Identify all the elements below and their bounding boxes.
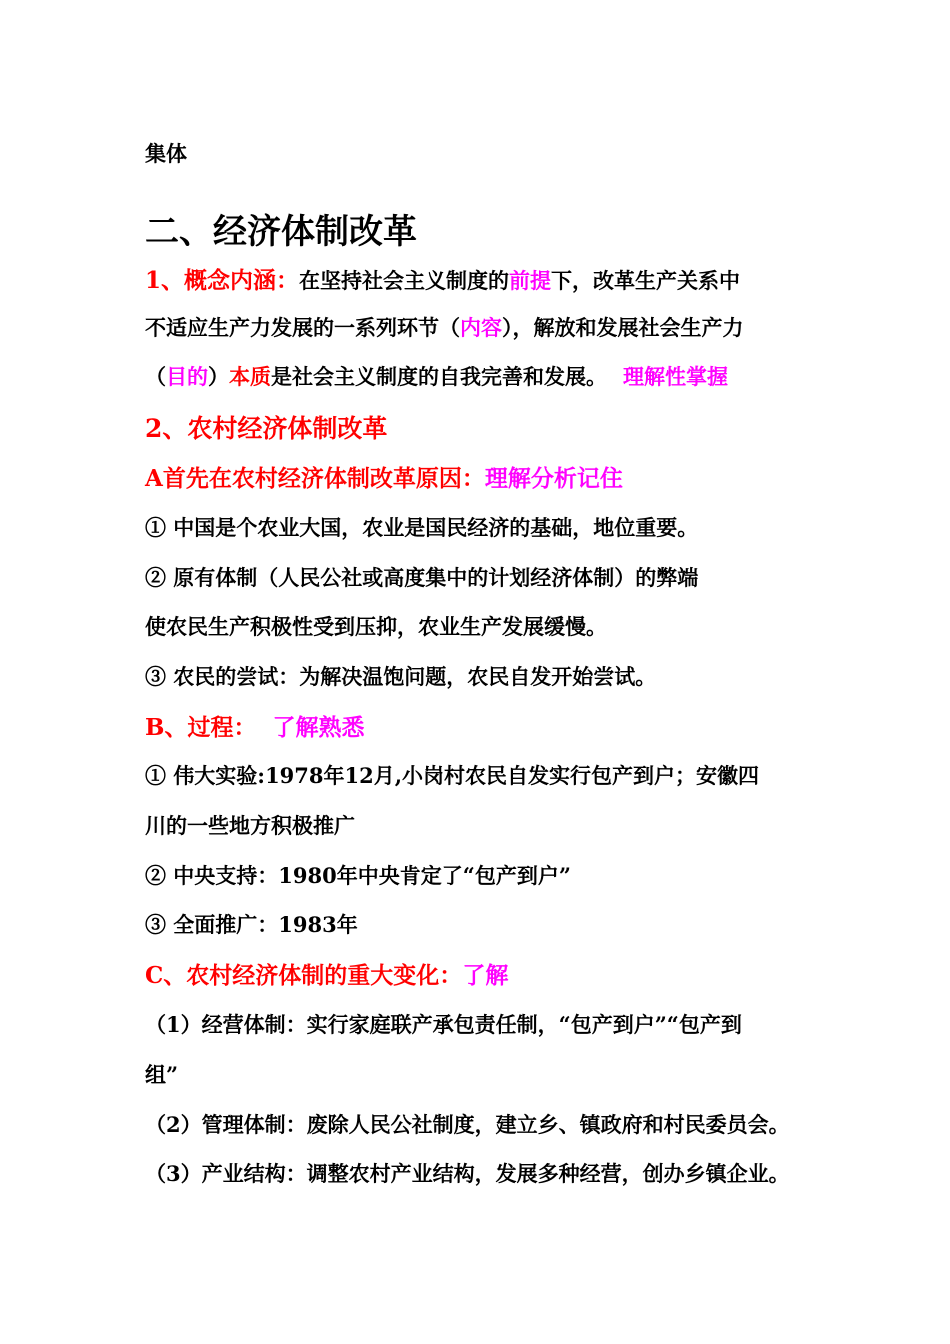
change-1-cont: 组” [145, 1062, 179, 1087]
process-tag: 了解熟悉 [272, 714, 365, 741]
list-item [145, 860, 571, 890]
keyword-mudi: 目的 [166, 364, 208, 389]
text-jiti: 集体 [145, 141, 187, 166]
list-item [145, 760, 759, 790]
process-title: B、过程： [145, 714, 257, 741]
list-item [145, 1158, 790, 1188]
concept-title: 1、概念内涵： [145, 267, 300, 294]
list-item [145, 661, 656, 691]
concept-text-a: 在坚持社会主义制度的 [299, 268, 510, 293]
concept-text-c: 不适应生产力发展的一系列环节（ [145, 315, 460, 340]
process-3: ③ 全面推广：1983年 [145, 912, 358, 937]
process-heading [145, 709, 364, 742]
list-item [145, 611, 607, 641]
change-heading [145, 957, 508, 990]
reason-tag: 理解分析记住 [484, 465, 623, 492]
reason-1: ① 中国是个农业大国，农业是国民经济的基础，地位重要。 [145, 515, 699, 540]
concept-text-d: ），解放和发展社会生产力 [502, 315, 744, 340]
concept-line-2 [145, 312, 744, 342]
list-item [145, 909, 358, 939]
list-item [145, 1009, 742, 1039]
list-item [145, 512, 698, 542]
keyword-neirong: 内容 [460, 315, 502, 340]
list-item [145, 1059, 178, 1089]
change-2: （2）管理体制：废除人民公社制度，建立乡、镇政府和村民委员会。 [145, 1112, 790, 1137]
keyword-benzhi: 本质 [229, 364, 271, 389]
text-line [145, 138, 187, 168]
change-tag: 了解 [462, 962, 509, 989]
reason-heading [145, 460, 623, 493]
change-3: （3）产业结构：调整农村产业结构，发展多种经营，创办乡镇企业。 [145, 1161, 790, 1186]
subsection-heading [145, 409, 387, 445]
change-title: C、农村经济体制的重大变化： [145, 962, 463, 989]
keyword-qianti: 前提 [509, 268, 552, 293]
list-item [145, 1109, 790, 1139]
tag-understand: 理解性掌握 [623, 364, 728, 389]
reason-3: ③ 农民的尝试：为解决温饱问题，农民自发开始尝试。 [145, 664, 657, 689]
concept-text-g: 是社会主义制度的自我完善和发展。 [271, 364, 607, 389]
concept-text-e: （ [145, 364, 166, 389]
section-heading [145, 204, 417, 253]
heading-economic-reform: 二、经济体制改革 [145, 212, 417, 252]
change-1: （1）经营体制：实行家庭联产承包责任制，“包产到户”“包产到 [145, 1012, 742, 1037]
list-item [145, 810, 355, 840]
reason-title: A首先在农村经济体制改革原因： [145, 465, 485, 492]
process-1-cont: 川的一些地方积极推广 [145, 813, 355, 838]
list-item [145, 562, 698, 592]
concept-line-3 [145, 361, 728, 391]
heading-rural-reform: 2、农村经济体制改革 [145, 414, 388, 443]
process-2: ② 中央支持：1980年中央肯定了“包产到户” [145, 863, 571, 888]
concept-line-1 [145, 262, 740, 295]
concept-text-f: ） [208, 364, 229, 389]
concept-text-b: 下，改革生产关系中 [551, 268, 741, 293]
reason-2-cont: 使农民生产积极性受到压抑，农业生产发展缓慢。 [145, 614, 607, 639]
process-1: ① 伟大实验:1978年12月,小岗村农民自发实行包产到户；安徽四 [145, 763, 760, 788]
reason-2: ② 原有体制（人民公社或高度集中的计划经济体制）的弊端 [145, 565, 699, 590]
